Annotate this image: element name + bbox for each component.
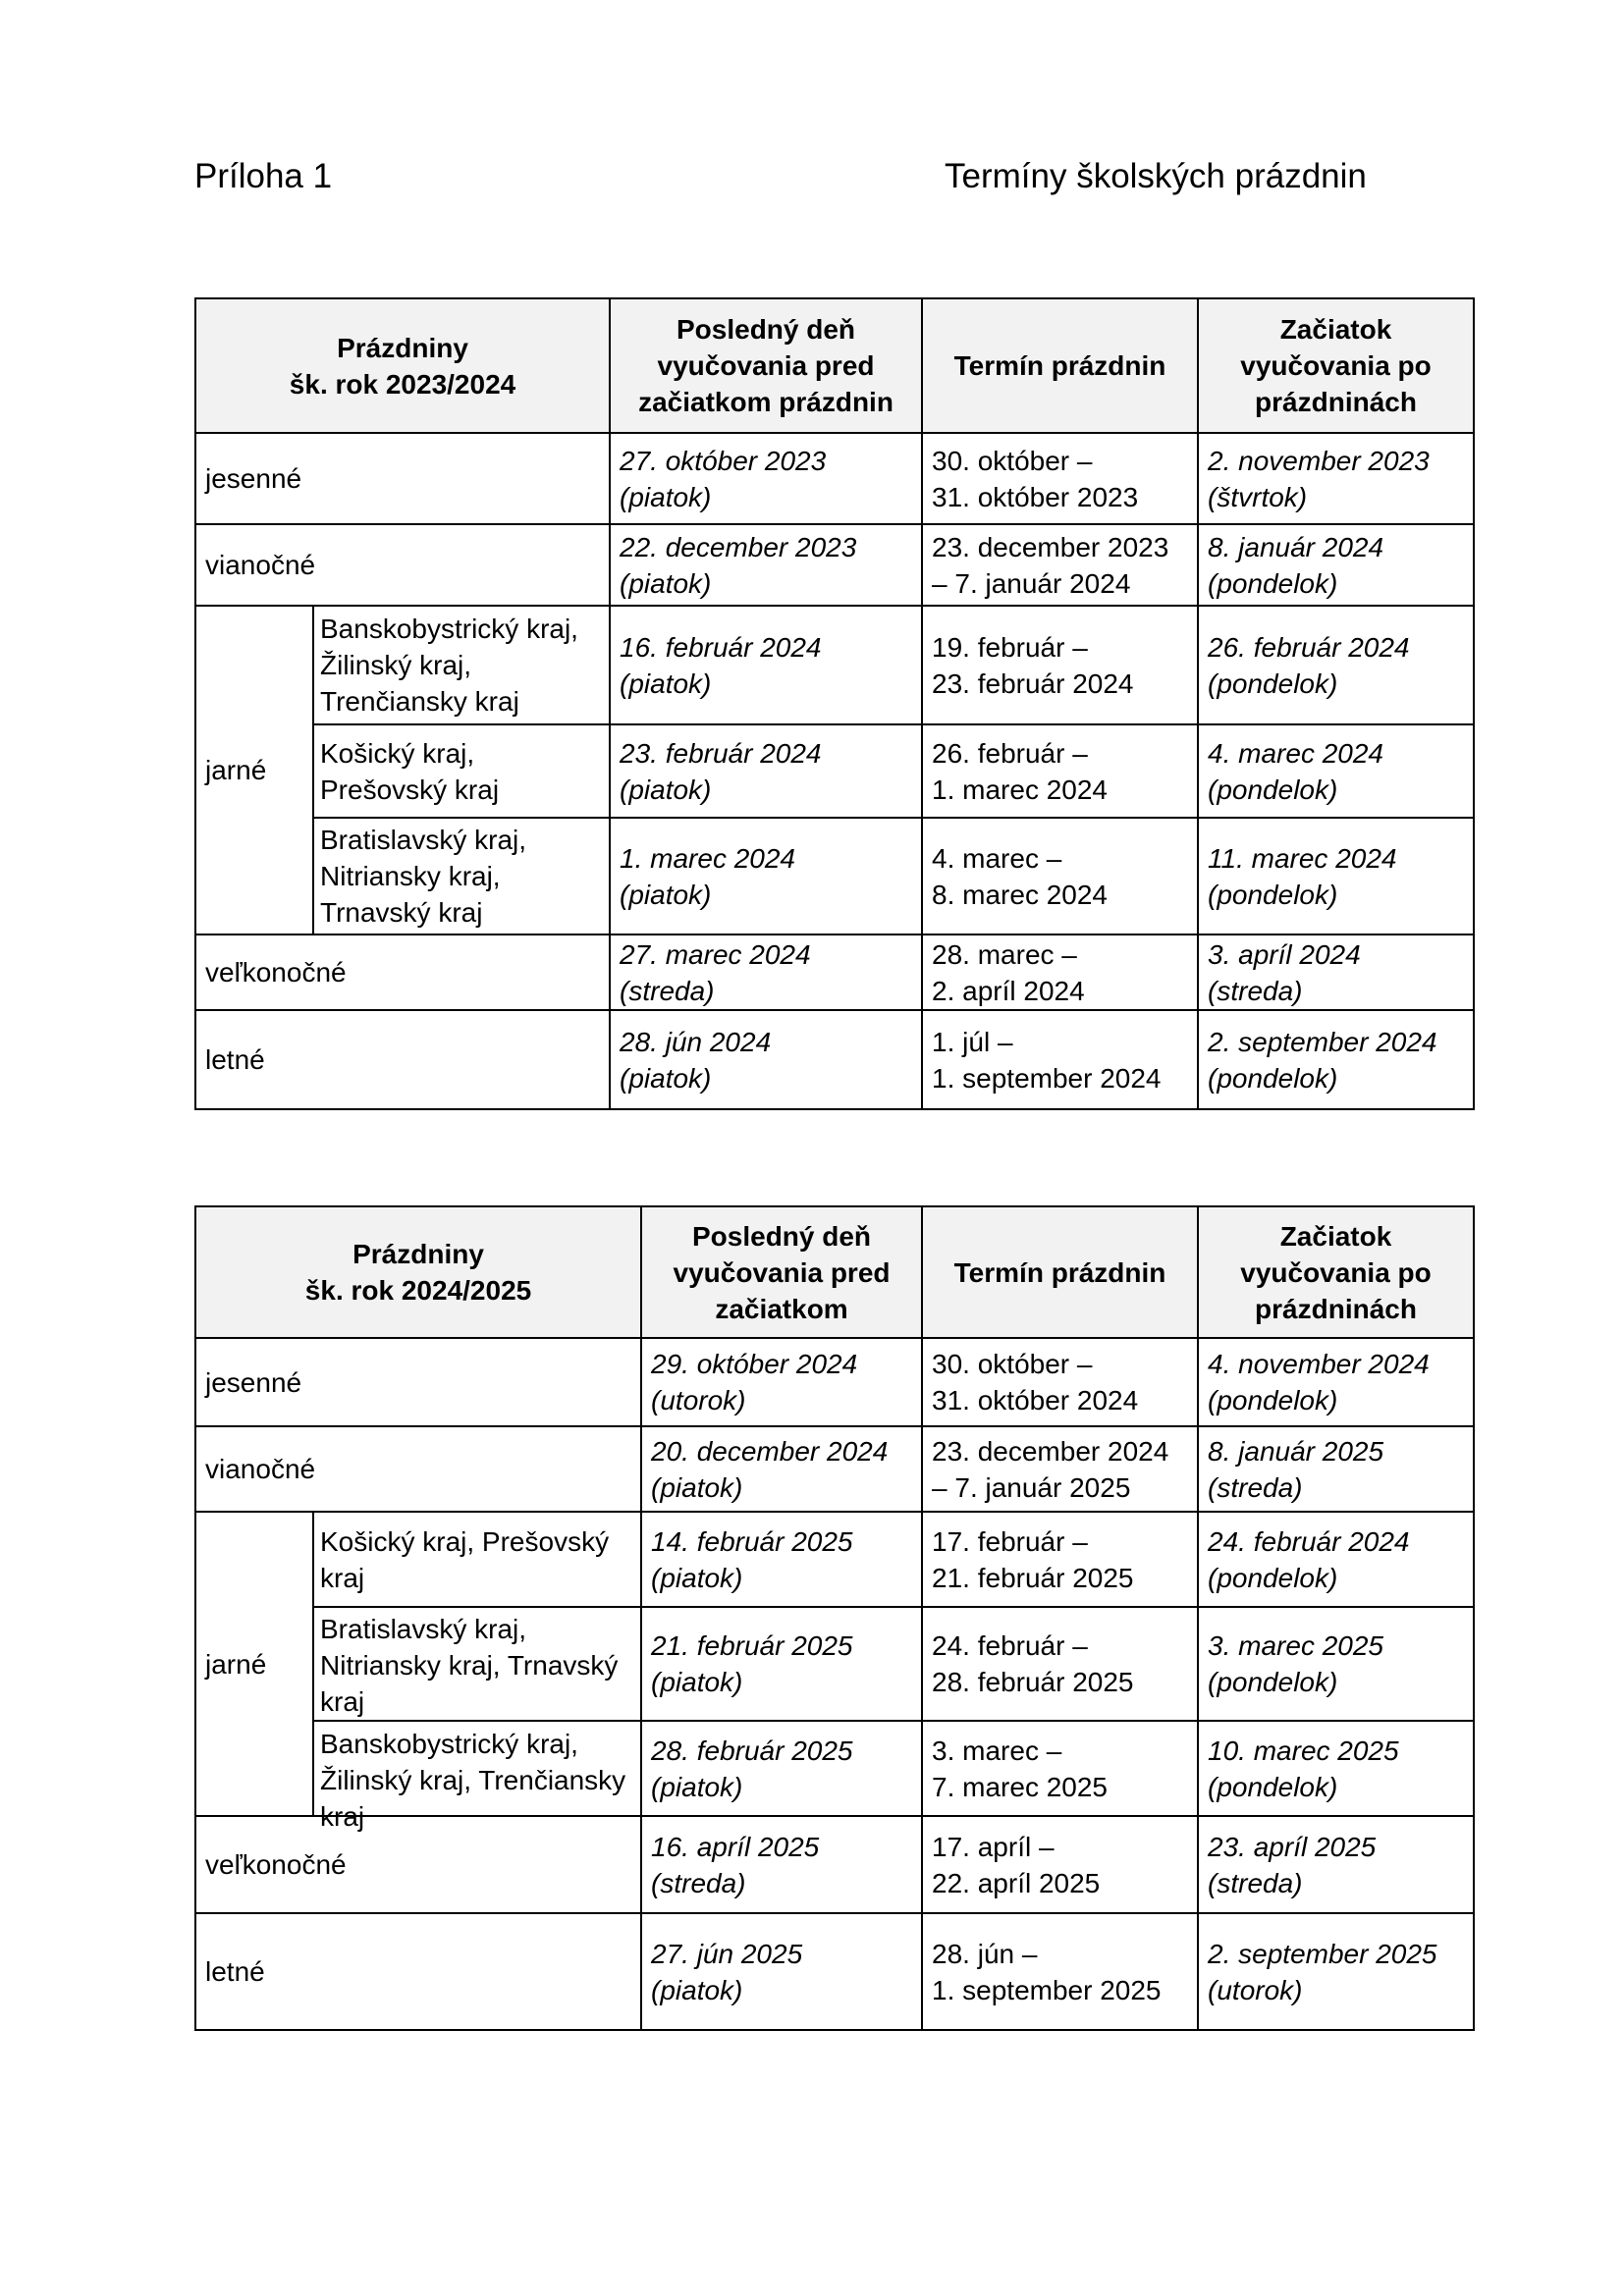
table-row — [195, 1607, 1474, 1721]
last-day-cell: 16. február 2024 (piatok) — [610, 606, 922, 724]
table-row — [195, 1721, 1474, 1816]
holiday-name: letné — [195, 1010, 610, 1109]
last-day-cell: 1. marec 2024 (piatok) — [610, 818, 922, 934]
last-day-cell: 27. marec 2024 (streda) — [610, 934, 922, 1010]
start-cell: 4. november 2024 (pondelok) — [1198, 1338, 1474, 1426]
region-cell: Košický kraj, Prešovský kraj — [313, 1512, 641, 1607]
term-cell: 3. marec – 7. marec 2025 — [922, 1721, 1198, 1816]
term-cell: 26. február – 1. marec 2024 — [922, 724, 1198, 818]
last-day-cell: 20. december 2024 (piatok) — [641, 1426, 922, 1512]
start-cell: 2. september 2025 (utorok) — [1198, 1913, 1474, 2030]
holiday-name: letné — [195, 1913, 641, 2030]
header-last-day: Posledný deň vyučovania pred začiatkom — [641, 1206, 922, 1338]
holiday-name: veľkonočné — [195, 1816, 641, 1913]
table-header-row — [195, 298, 1474, 433]
holiday-name: veľkonočné — [195, 934, 610, 1010]
last-day-cell: 27. jún 2025 (piatok) — [641, 1913, 922, 2030]
table-row — [195, 1913, 1474, 2030]
term-cell: 17. apríl – 22. apríl 2025 — [922, 1816, 1198, 1913]
last-day-cell: 22. december 2023 (piatok) — [610, 524, 922, 606]
start-cell: 23. apríl 2025 (streda) — [1198, 1816, 1474, 1913]
holiday-name: jesenné — [195, 1338, 641, 1426]
start-cell: 24. február 2024 (pondelok) — [1198, 1512, 1474, 1607]
last-day-cell: 23. február 2024 (piatok) — [610, 724, 922, 818]
term-cell: 23. december 2023 – 7. január 2024 — [922, 524, 1198, 606]
table-header-row — [195, 1206, 1474, 1338]
table-row — [195, 724, 1474, 818]
table-row — [195, 606, 1474, 724]
holiday-table-2024-2025 — [194, 1205, 1475, 2031]
header-period: Prázdniny šk. rok 2024/2025 — [195, 1206, 641, 1338]
term-cell: 1. júl – 1. september 2024 — [922, 1010, 1198, 1109]
header-term: Termín prázdnin — [922, 298, 1198, 433]
term-cell: 30. október – 31. október 2024 — [922, 1338, 1198, 1426]
holiday-table-2023-2024 — [194, 297, 1475, 1110]
region-cell: Bratislavský kraj, Nitriansky kraj, Trnavský kraj — [313, 1607, 641, 1721]
start-cell: 2. september 2024 (pondelok) — [1198, 1010, 1474, 1109]
last-day-cell: 27. október 2023 (piatok) — [610, 433, 922, 524]
start-cell: 4. marec 2024 (pondelok) — [1198, 724, 1474, 818]
holiday-name: vianočné — [195, 524, 610, 606]
term-cell: 17. február – 21. február 2025 — [922, 1512, 1198, 1607]
region-cell: Banskobystrický kraj, Žilinský kraj, Trenčiansky kraj — [313, 1721, 641, 1816]
start-cell: 8. január 2025 (streda) — [1198, 1426, 1474, 1512]
last-day-cell: 14. február 2025 (piatok) — [641, 1512, 922, 1607]
term-cell: 23. december 2024 – 7. január 2025 — [922, 1426, 1198, 1512]
table-row — [195, 934, 1474, 1010]
region-cell: Košický kraj, Prešovský kraj — [313, 724, 610, 818]
last-day-cell: 28. jún 2024 (piatok) — [610, 1010, 922, 1109]
document-label: Príloha 1 — [194, 157, 333, 195]
last-day-cell: 21. február 2025 (piatok) — [641, 1607, 922, 1721]
start-cell: 3. apríl 2024 (streda) — [1198, 934, 1474, 1010]
table-row — [195, 1816, 1474, 1913]
term-cell: 28. marec – 2. apríl 2024 — [922, 934, 1198, 1010]
region-cell: Bratislavský kraj, Nitriansky kraj, Trnavský kraj — [313, 818, 610, 934]
table-row — [195, 524, 1474, 606]
start-cell: 26. február 2024 (pondelok) — [1198, 606, 1474, 724]
last-day-cell: 16. apríl 2025 (streda) — [641, 1816, 922, 1913]
table-row — [195, 1512, 1474, 1607]
term-cell: 30. október – 31. október 2023 — [922, 433, 1198, 524]
start-cell: 3. marec 2025 (pondelok) — [1198, 1607, 1474, 1721]
table-row — [195, 818, 1474, 934]
start-cell: 8. január 2024 (pondelok) — [1198, 524, 1474, 606]
term-cell: 24. február – 28. február 2025 — [922, 1607, 1198, 1721]
holiday-name: jarné — [195, 1512, 313, 1816]
start-cell: 11. marec 2024 (pondelok) — [1198, 818, 1474, 934]
region-cell: Banskobystrický kraj, Žilinský kraj, Trenčiansky kraj — [313, 606, 610, 724]
table-row — [195, 1338, 1474, 1426]
start-cell: 10. marec 2025 (pondelok) — [1198, 1721, 1474, 1816]
header-period: Prázdniny šk. rok 2023/2024 — [195, 298, 610, 433]
header-term: Termín prázdnin — [922, 1206, 1198, 1338]
term-cell: 19. február – 23. február 2024 — [922, 606, 1198, 724]
last-day-cell: 29. október 2024 (utorok) — [641, 1338, 922, 1426]
holiday-name: jesenné — [195, 433, 610, 524]
last-day-cell: 28. február 2025 (piatok) — [641, 1721, 922, 1816]
document-title: Termíny školských prázdnin — [945, 157, 1367, 195]
table-row — [195, 1426, 1474, 1512]
holiday-name: vianočné — [195, 1426, 641, 1512]
table-row — [195, 1010, 1474, 1109]
term-cell: 4. marec – 8. marec 2024 — [922, 818, 1198, 934]
term-cell: 28. jún – 1. september 2025 — [922, 1913, 1198, 2030]
header-start: Začiatok vyučovania po prázdninách — [1198, 298, 1474, 433]
holiday-name: jarné — [195, 606, 313, 934]
start-cell: 2. november 2023 (štvrtok) — [1198, 433, 1474, 524]
table-row — [195, 433, 1474, 524]
header-start: Začiatok vyučovania po prázdninách — [1198, 1206, 1474, 1338]
header-last-day: Posledný deň vyučovania pred začiatkom prázdnin — [610, 298, 922, 433]
